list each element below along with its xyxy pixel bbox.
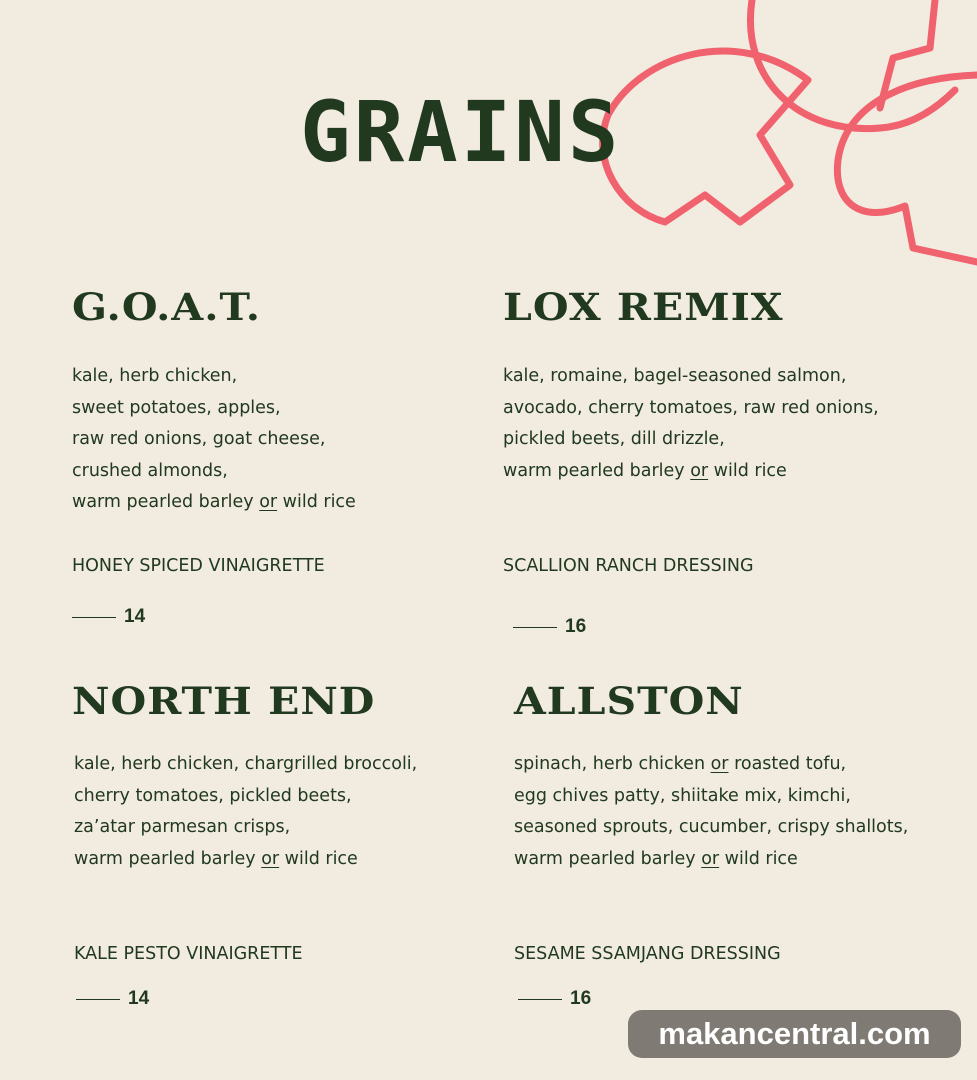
ingredient-line: kale, romaine, bagel-seasoned salmon, bbox=[503, 366, 847, 386]
ingredient-line: raw red onions, goat cheese, bbox=[72, 429, 326, 449]
dressing-name: SESAME SSAMJANG DRESSING bbox=[514, 944, 781, 964]
ingredient-list bbox=[74, 749, 417, 875]
ingredient-line: spinach, herb chicken or roasted tofu, bbox=[514, 754, 847, 774]
page-title: GRAINS bbox=[300, 83, 622, 181]
price: 14 bbox=[124, 606, 146, 627]
item-name: NORTH END bbox=[72, 678, 376, 724]
dressing-name: SCALLION RANCH DRESSING bbox=[503, 556, 754, 576]
dressing-name: HONEY SPICED VINAIGRETTE bbox=[72, 556, 325, 576]
menu-item-lox-remix bbox=[503, 284, 943, 637]
item-name: G.O.A.T. bbox=[72, 284, 261, 330]
price-divider bbox=[76, 999, 120, 1000]
ingredient-line: pickled beets, dill drizzle, bbox=[503, 429, 725, 449]
ingredient-line: avocado, cherry tomatoes, raw red onions, bbox=[503, 397, 879, 418]
ingredient-line: warm pearled barley or wild rice bbox=[72, 492, 356, 512]
ingredient-line: seasoned sprouts, cucumber, crispy shallots, bbox=[514, 817, 909, 837]
item-name: LOX REMIX bbox=[503, 284, 784, 330]
ingredient-line: sweet potatoes, apples, bbox=[72, 397, 281, 418]
ingredient-line: cherry tomatoes, pickled beets, bbox=[74, 785, 352, 806]
ingredient-list bbox=[503, 361, 879, 487]
price-divider bbox=[518, 999, 562, 1000]
price: 16 bbox=[570, 988, 592, 1009]
ingredient-line: egg chives patty, shiitake mix, kimchi, bbox=[514, 785, 851, 806]
dressing-name: KALE PESTO VINAIGRETTE bbox=[74, 944, 303, 964]
watermark-badge: makancentral.com bbox=[628, 1010, 961, 1058]
ingredient-line: warm pearled barley or wild rice bbox=[514, 848, 798, 869]
item-name: ALLSTON bbox=[514, 678, 744, 724]
ingredient-line: za’atar parmesan crisps, bbox=[74, 817, 291, 837]
price-row bbox=[72, 606, 145, 628]
menu-item-goat bbox=[72, 284, 512, 627]
price: 16 bbox=[565, 616, 587, 637]
price-divider bbox=[513, 627, 557, 628]
price-row bbox=[513, 616, 586, 638]
ingredient-list bbox=[514, 749, 908, 875]
price: 14 bbox=[128, 988, 150, 1009]
menu-item-north-end bbox=[72, 678, 512, 1009]
ingredient-list bbox=[72, 361, 356, 519]
ingredient-line: warm pearled barley or wild rice bbox=[503, 460, 787, 481]
price-row bbox=[518, 988, 591, 1010]
ingredient-line: crushed almonds, bbox=[72, 460, 228, 481]
ingredient-line: kale, herb chicken, chargrilled broccoli, bbox=[74, 754, 418, 774]
ingredient-line: warm pearled barley or wild rice bbox=[74, 848, 358, 869]
price-divider bbox=[72, 617, 116, 618]
menu-item-allston bbox=[514, 678, 954, 1009]
ingredient-line: kale, herb chicken, bbox=[72, 366, 238, 386]
price-row bbox=[76, 988, 149, 1010]
